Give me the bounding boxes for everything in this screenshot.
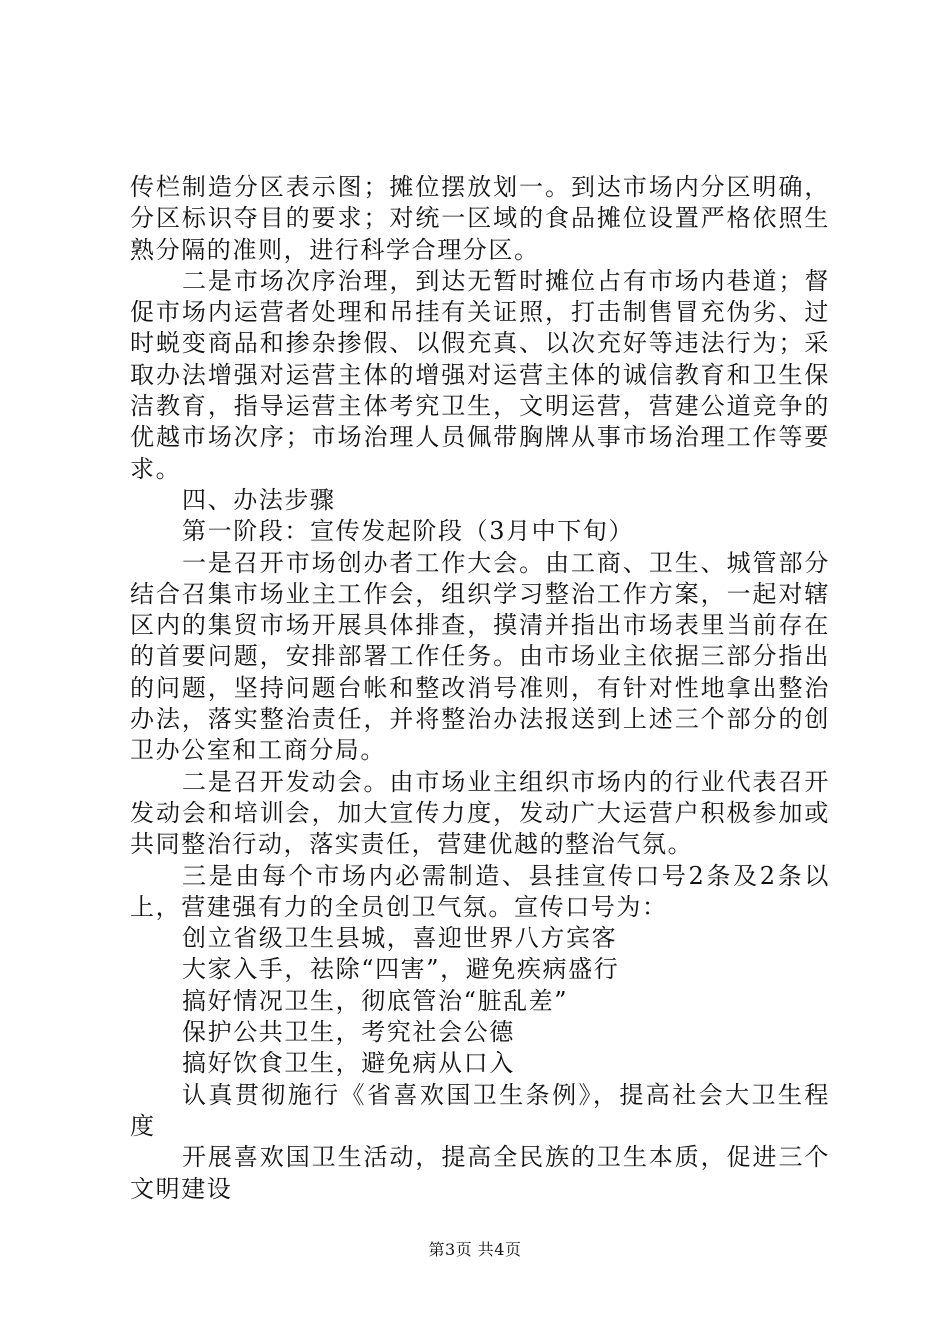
slogan-6: 认真贯彻施行《省喜欢国卫生条例》，提高社会大卫生程度 [130,1080,830,1140]
paragraph-1: 传栏制造分区表示图；摊位摆放划一。到达市场内分区明确，分区标识夺目的要求；对统一区域的食品摊位设置严格依照生熟分隔的准则，进行科学合理分区。 [130,173,830,264]
slogan-3: 搞好情况卫生，彻底管治“脏乱差” [182,986,569,1015]
slogan-5: 搞好饮食卫生，避免病从口入 [182,1049,515,1078]
section-heading: 四、办法步骤 [182,485,336,514]
paragraph-2: 二是市场次序治理，到达无暂时摊位占有市场内巷道；督促市场内运营者处理和吊挂有关证照，打击制售冒充伪劣、过时蜕变商品和掺杂掺假、以假充真、以次充好等违法行为；采取办法增强对运营主体的增强对运营主体的诚信教育和卫生保洁教育，指导运营主体考究卫生，文明运营，营建公道竞争的优越市场次序；市场治理人员佩带胸牌从事市场治理工作等要求。 [130,266,830,483]
slogan-7: 开展喜欢国卫生活动，提高全民族的卫生本质，促进三个文明建设 [130,1143,830,1203]
slogan-4: 保护公共卫生，考究社会公德 [182,1018,515,1047]
slogan-2: 大家入手，祛除“四害”，避免疾病盛行 [182,955,620,984]
paragraph-7: 三是由每个市场内必需制造、县挂宣传口号2条及2条以上，营建强有力的全员创卫气氛。宣传口号为： [130,861,830,921]
paragraph-5: 一是召开市场创办者工作大会。由工商、卫生、城管部分结合召集市场业主工作会，组织学习整治工作方案，一起对辖区内的集贸市场开展具体排查，摸清并指出市场表里当前存在的首要问题，安排部署工作任务。由市场业主依据三部分指出的问题，坚持问题台帐和整改消号准则，有针对性地拿出整治办法，落实整治责任，并将整治办法报送到上述三个部分的创卫办公室和工商分局。 [130,548,830,765]
page-number: 第3页 共4页 [428,1240,522,1259]
slogan-1: 创立省级卫生县城，喜迎世界八方宾客 [182,924,618,953]
paragraph-6: 二是召开发动会。由市场业主组织市场内的行业代表召开发动会和培训会，加大宣传力度，发动广大运营户积极参加或共同整治行动，落实责任，营建优越的整治气氛。 [130,767,830,859]
document-body [130,172,830,1205]
stage-heading: 第一阶段：宣传发起阶段（3月中下旬） [182,517,635,546]
